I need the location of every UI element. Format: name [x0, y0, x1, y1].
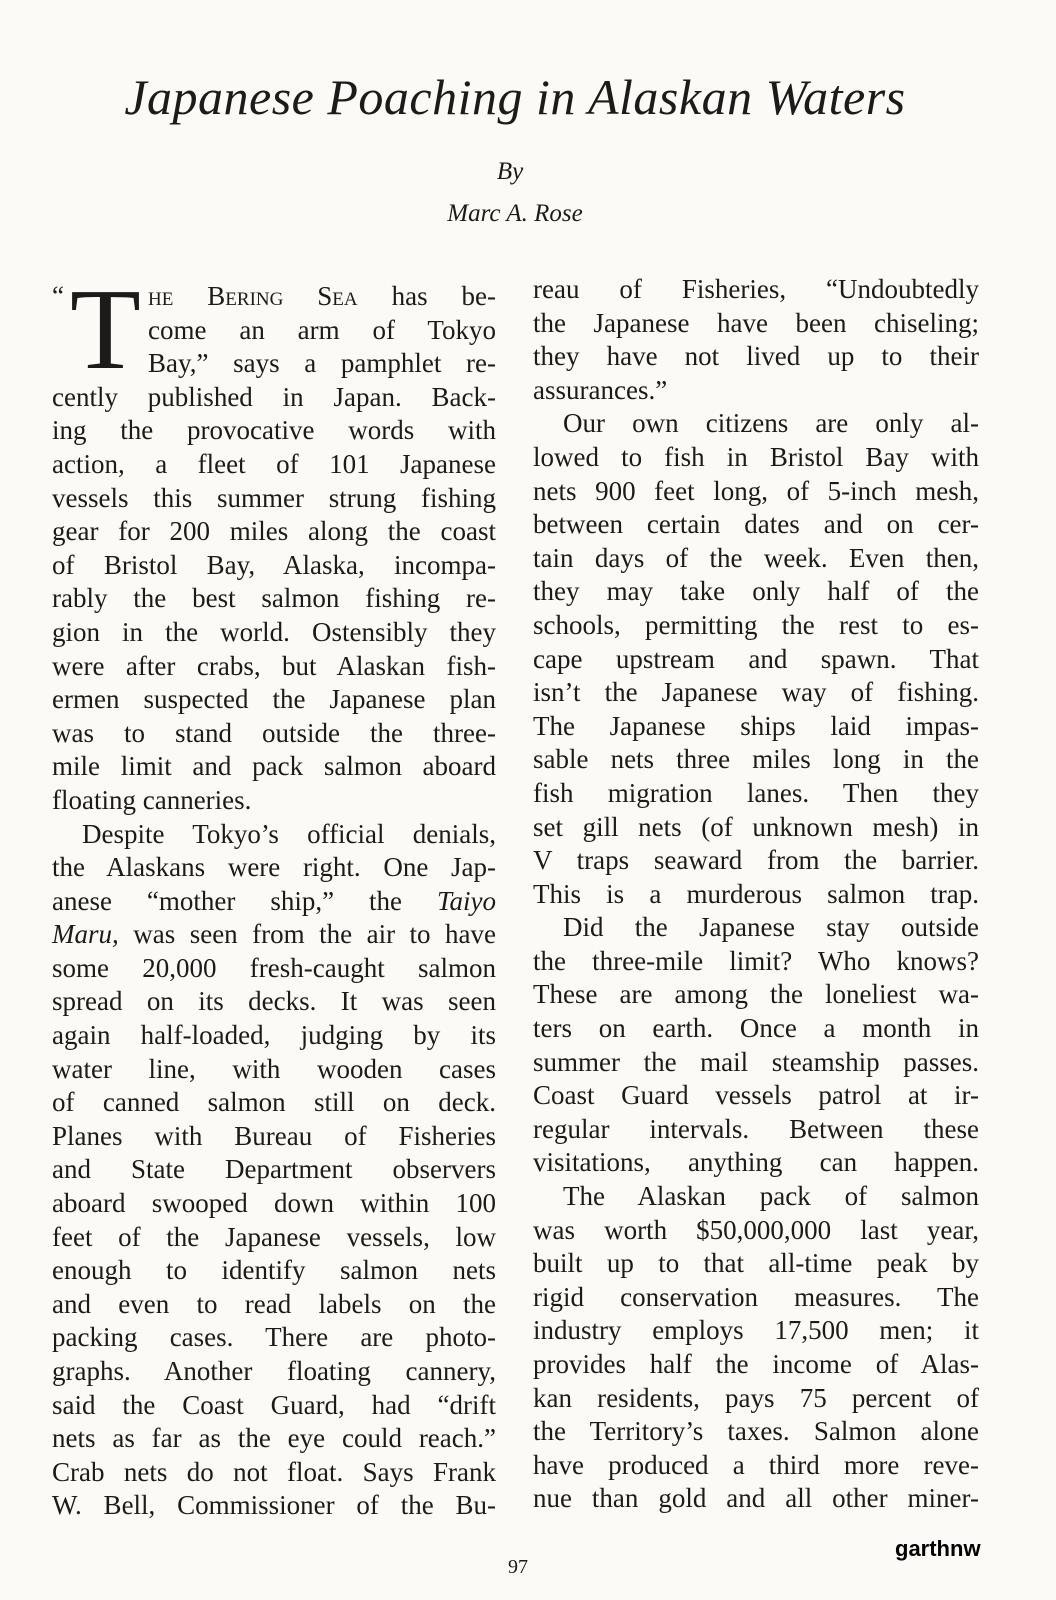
text-line: aboard swooped down within 100 — [52, 1188, 496, 1219]
text-line: were after crabs, but Alaskan fish- — [52, 650, 496, 681]
text-line: fish migration lanes. Then they — [533, 777, 979, 808]
text-line: nue than gold and all other miner- — [533, 1483, 979, 1514]
text-segment: anese “mother ship,” the — [52, 885, 437, 916]
text-line: assurances.” — [533, 374, 668, 405]
text-line: and State Department observers — [52, 1154, 496, 1185]
opening-quote: “ — [52, 281, 64, 311]
text-line — [52, 885, 496, 919]
text-line: vessels this summer strung fishing — [52, 482, 496, 513]
text-segment: has be- — [357, 281, 497, 311]
text-line: sable nets three miles long in the — [533, 744, 979, 775]
author-name: Marc A. Rose — [447, 200, 583, 227]
text-line: have produced a third more reve- — [533, 1449, 979, 1480]
text-line: and even to read labels on the — [52, 1288, 496, 1319]
text-line: of canned salmon still on deck. — [52, 1087, 496, 1118]
text-line: gion in the world. Ostensibly they — [52, 616, 496, 647]
page-number: 97 — [508, 1556, 528, 1578]
left-column — [52, 280, 496, 1523]
text-line: Bay,” says a pamphlet re- — [148, 348, 496, 379]
text-line: ters on earth. Once a month in — [533, 1013, 979, 1044]
text-line: the three-mile limit? Who knows? — [533, 945, 979, 976]
text-line: The Alaskan pack of salmon — [563, 1181, 979, 1212]
text-line: between certain dates and on cer- — [533, 509, 979, 540]
text-line: industry employs 17,500 men; it — [533, 1315, 979, 1346]
text-line: feet of the Japanese vessels, low — [52, 1221, 496, 1252]
text-line: W. Bell, Commissioner of the Bu- — [52, 1490, 496, 1521]
text-line: This is a murderous salmon trap. — [533, 878, 979, 909]
text-line: kan residents, pays 75 percent of — [533, 1382, 979, 1413]
text-line: was to stand outside the three- — [52, 717, 496, 748]
text-line: rably the best salmon fishing re- — [52, 583, 496, 614]
text-line: V traps seaward from the barrier. — [533, 845, 979, 876]
text-line: the Alaskans were right. One Jap- — [52, 852, 496, 883]
drop-cap: T — [70, 266, 141, 394]
text-line: action, a fleet of 101 Japanese — [52, 448, 496, 479]
text-line: reau of Fisheries, “Undoubtedly — [533, 274, 979, 304]
text-line: built up to that all-time peak by — [533, 1248, 979, 1279]
text-line: graphs. Another floating cannery, — [52, 1356, 496, 1386]
article-title: Japanese Poaching in Alaskan Waters — [124, 69, 906, 125]
text-line: The Japanese ships laid impas- — [533, 710, 979, 741]
text-line: the Japanese have been chiseling; — [533, 307, 979, 338]
text-line: water line, with wooden cases — [52, 1053, 496, 1084]
small-caps-lead: he Bering Sea — [148, 281, 358, 311]
text-line: was worth $50,000,000 last year, — [533, 1214, 979, 1245]
text-line: Did the Japanese stay outside — [563, 912, 979, 943]
text-segment: was seen from the air to have — [118, 919, 496, 950]
text-line: schools, permitting the rest to es- — [533, 609, 979, 640]
text-line — [52, 918, 496, 952]
text-line: gear for 200 miles along the coast — [52, 516, 496, 547]
text-line: packing cases. There are photo- — [52, 1322, 496, 1353]
text-line: provides half the income of Alas- — [533, 1349, 979, 1379]
watermark: garthnw — [895, 1536, 981, 1561]
text-line: floating canneries. — [52, 784, 252, 815]
text-line: regular intervals. Between these — [533, 1113, 979, 1144]
text-line: Planes with Bureau of Fisheries — [52, 1120, 496, 1151]
text-line: spread on its decks. It was seen — [52, 986, 496, 1017]
text-line: some 20,000 fresh-caught salmon — [52, 952, 496, 983]
text-line: nets as far as the eye could reach.” — [52, 1423, 496, 1454]
text-line: again half-loaded, judging by its — [52, 1020, 496, 1051]
text-line: ermen suspected the Japanese plan — [52, 684, 496, 715]
text-line: nets 900 feet long, of 5-inch mesh, — [533, 475, 979, 506]
text-line: Our own citizens are only al- — [563, 408, 979, 439]
text-line: set gill nets (of unknown mesh) in — [533, 811, 979, 842]
text-line: Coast Guard vessels patrol at ir- — [533, 1080, 979, 1111]
text-line: cently published in Japan. Back- — [52, 381, 496, 412]
text-line: tain days of the week. Even then, — [533, 542, 979, 573]
text-line: come an arm of Tokyo — [148, 314, 496, 345]
text-line: mile limit and pack salmon aboard — [52, 751, 496, 782]
text-line: said the Coast Guard, had “drift — [52, 1389, 496, 1420]
text-line: cape upstream and spawn. That — [533, 643, 979, 674]
text-line: rigid conservation measures. The — [533, 1281, 979, 1312]
right-column — [533, 273, 979, 1516]
italic-ship-name: Taiyo — [436, 885, 496, 916]
text-line: lowed to fish in Bristol Bay with — [533, 441, 979, 472]
text-line: they have not lived up to their — [533, 341, 979, 372]
text-line: the Territory’s taxes. Salmon alone — [533, 1416, 979, 1447]
text-line: Despite Tokyo’s official denials, — [82, 818, 496, 849]
byline: By — [496, 158, 524, 185]
text-line: isn’t the Japanese way of fishing. — [533, 677, 979, 708]
text-line — [52, 280, 496, 314]
italic-ship-name: Maru, — [52, 919, 119, 950]
text-line: of Bristol Bay, Alaska, incompa- — [52, 549, 496, 580]
text-line: visitations, anything can happen. — [533, 1147, 979, 1178]
text-line: enough to identify salmon nets — [52, 1255, 496, 1286]
text-line: summer the mail steamship passes. — [533, 1046, 979, 1077]
text-line: Crab nets do not float. Says Frank — [52, 1456, 496, 1487]
text-line: These are among the loneliest wa- — [533, 979, 979, 1010]
text-line: they may take only half of the — [533, 576, 979, 607]
text-line: ing the provocative words with — [52, 415, 496, 446]
